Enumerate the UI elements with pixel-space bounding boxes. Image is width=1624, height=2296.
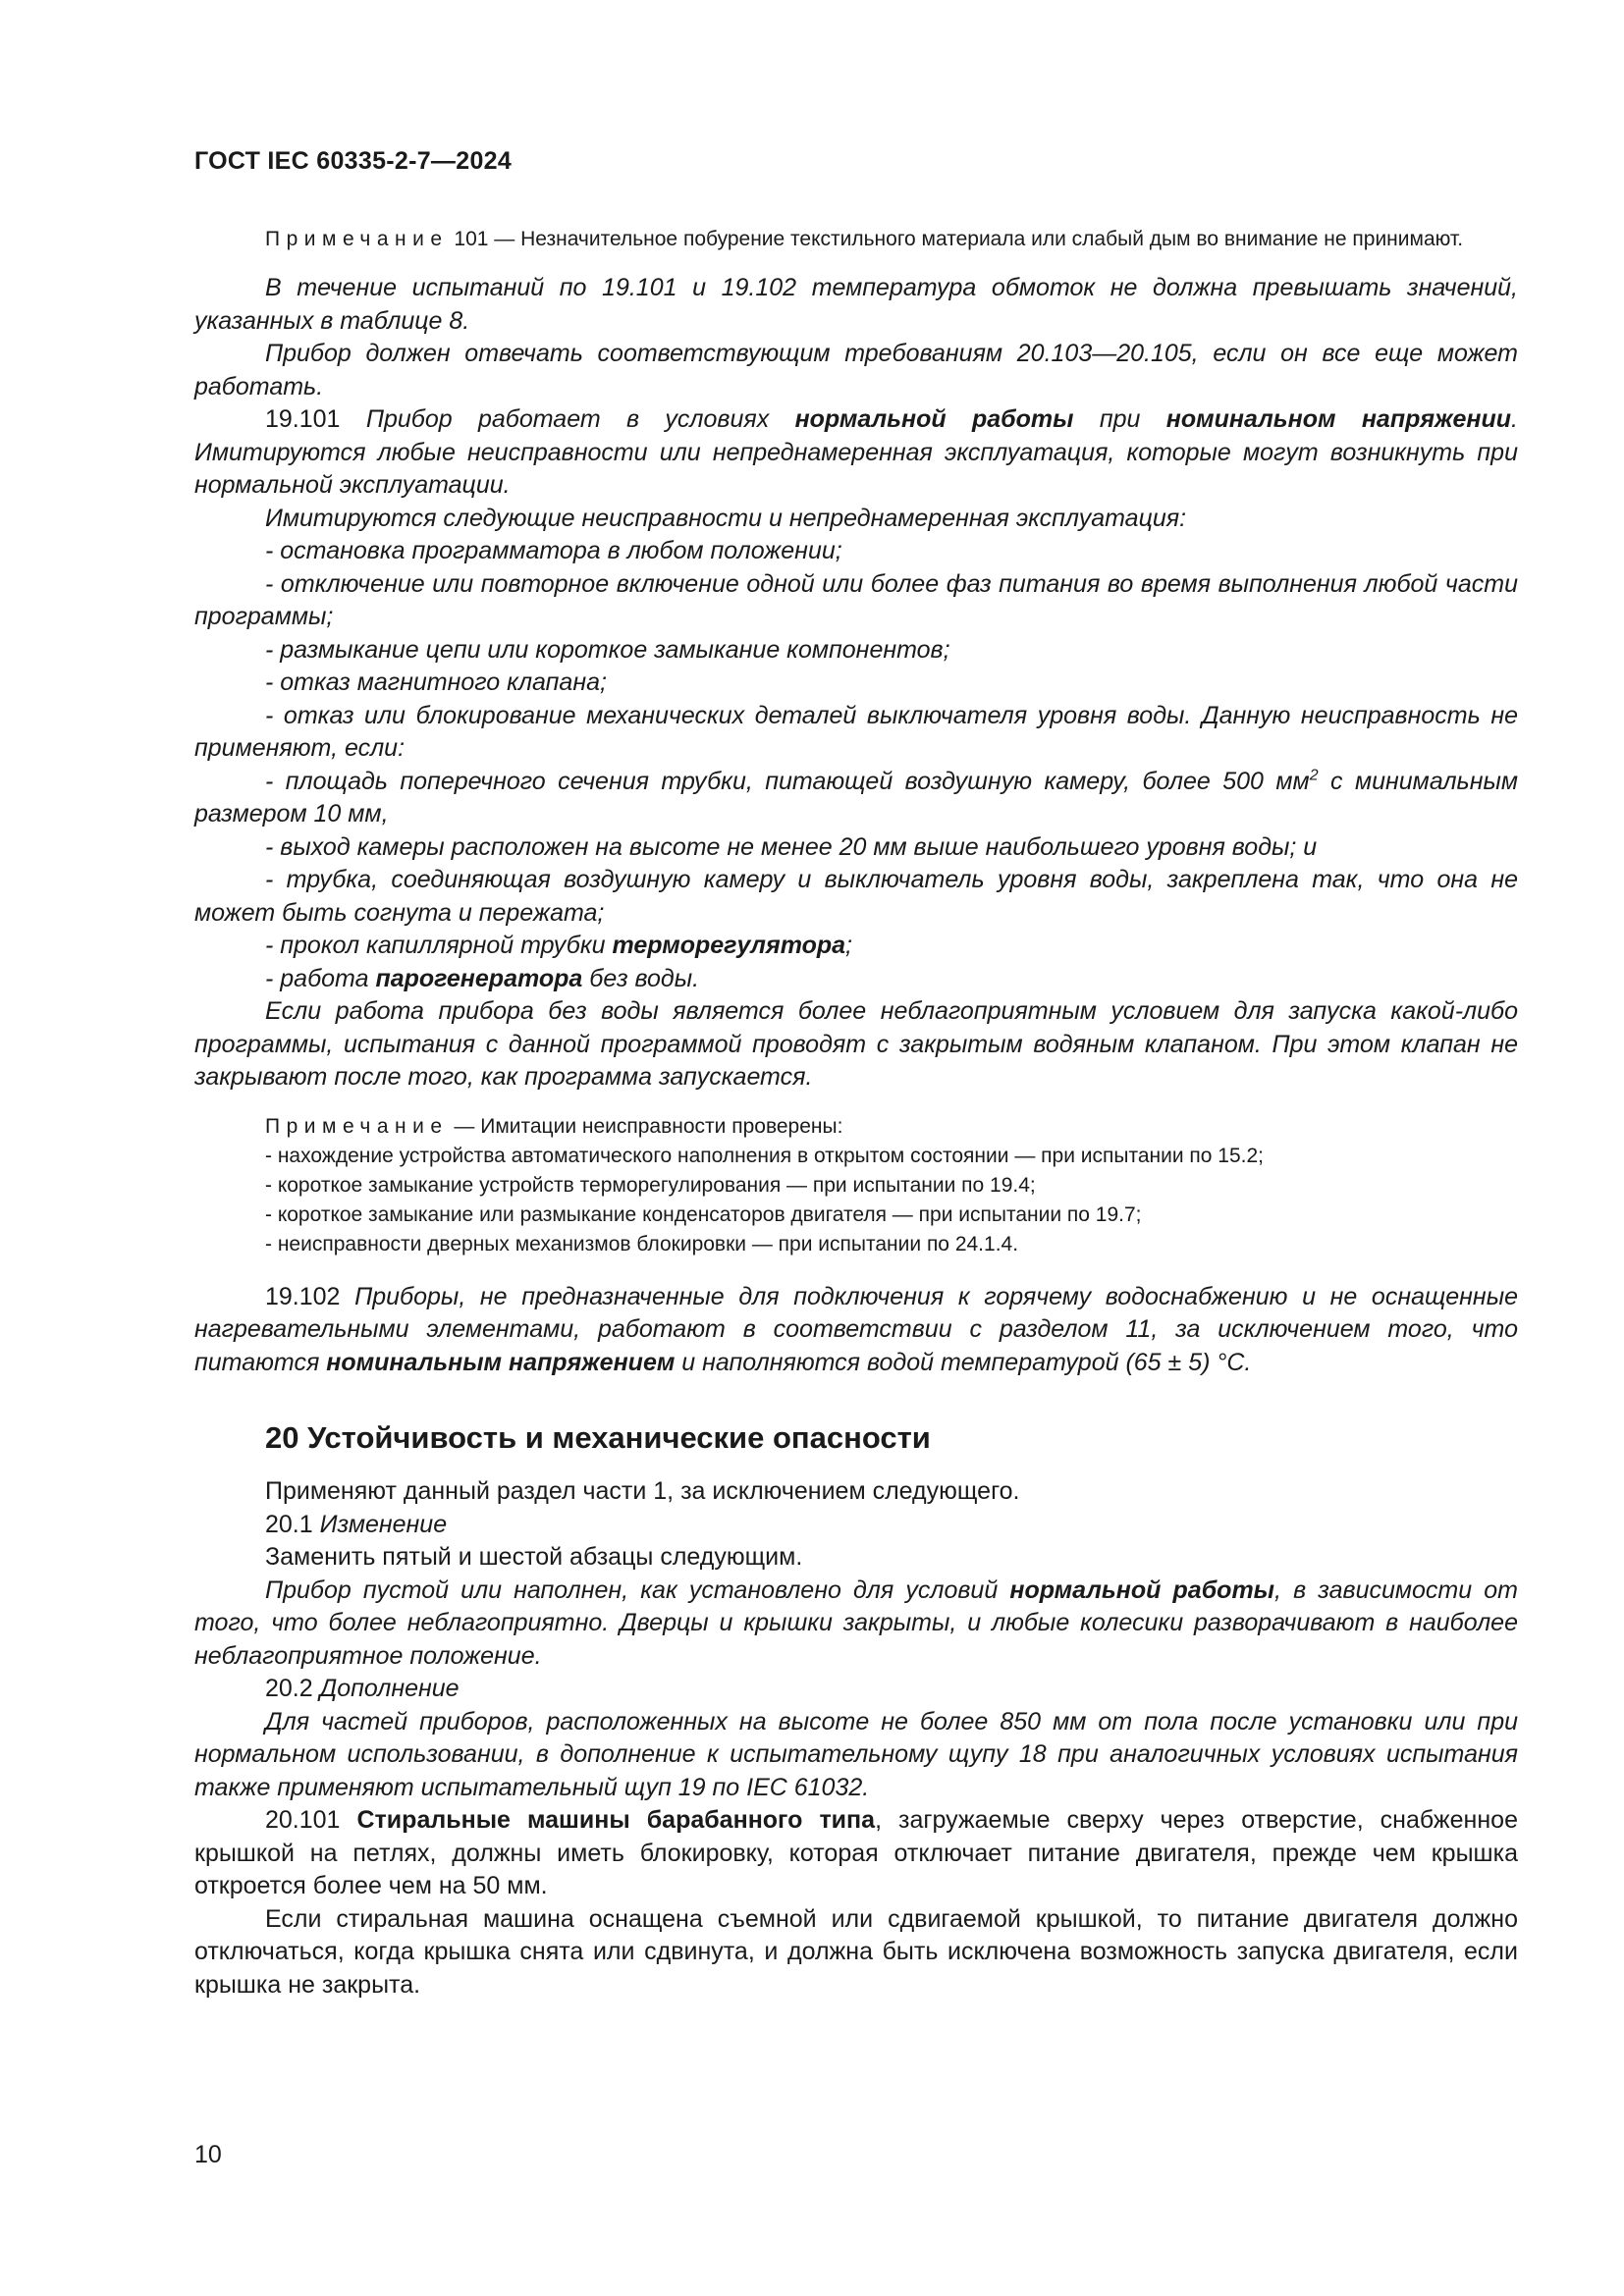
fault-item: - отключение или повторное включение одной или более фаз питания во время выполнения любой части программы; <box>194 569 1518 630</box>
term-normal-operation: нормальной работы <box>794 405 1074 433</box>
note-list-item: - короткое замыкание или размыкание конденсаторов двигателя — при испытании по 19.7; <box>265 1202 1142 1226</box>
term-rated-voltage: номинальным напряжением <box>326 1348 676 1376</box>
section-20-apply: Применяют данный раздел части 1, за исключением следующего. <box>265 1477 1020 1505</box>
paragraph-no-water: Если работа прибора без воды является более неблагоприятным условием для запуска какой-либо программы, испытания с данной программой проводят с закрытым водяным клапаном. При этом клапан не закрывают после того, как программа запускается. <box>194 997 1518 1091</box>
term-rated-voltage: номинальном напряжении <box>1165 405 1512 433</box>
term-thermostat: терморегулятора <box>612 932 846 959</box>
standard-header: ГОСТ IEC 60335-2-7—2024 <box>194 147 513 175</box>
clause-19-102-number: 19.102 <box>265 1282 355 1310</box>
paragraph-comply-requirements: Прибор должен отвечать соответствующим требованиям 20.103—20.105, если он все еще может работать. <box>194 340 1518 400</box>
note-101-text: 101 — Незначительное побурение текстильного материала или слабый дым во внимание не принимают. <box>448 228 1464 250</box>
paragraph-test-probe: Для частей приборов, расположенных на высоте не более 850 мм от пола после установки или при нормальном использовании, в дополнение к испытательному щупу 18 при аналогичных условиях испытания также применяют испытательный щуп 19 по IEC 61032. <box>194 1707 1518 1801</box>
note-list-item: - короткое замыкание устройств терморегулирования — при испытании по 19.4; <box>265 1173 1036 1197</box>
fault-item: - остановка программатора в любом положении; <box>265 537 842 564</box>
note-fault-simulations <box>194 1112 1518 1259</box>
note-list-item: - нахождение устройства автоматического наполнения в открытом состоянии — при испытании по 15.2; <box>265 1144 1265 1167</box>
clause-20-101: 20.101 Стиральные машины барабанного типа, загружаемые сверху через отверстие, снабженное крышкой на петлях, должны иметь блокировку, которая отключает питание двигателя, прежде чем крышка откроется более чем на 50 мм. <box>194 1806 1518 1899</box>
paragraph-appliance-empty: Прибор пустой или наполнен, как установлено для условий нормальной работы, в зависимости от того, что более неблагоприятно. Дверцы и крышки закрыты, и любые колесики разворачивают в наиболее неблагоприятное положение. <box>194 1575 1519 1670</box>
term-normal-operation: нормальной работы <box>1009 1575 1275 1604</box>
section-20-heading: 20 Устойчивость и механические опасности <box>265 1420 931 1455</box>
fault-condition-item: - выход камеры расположен на высоте не менее 20 мм выше наибольшего уровня воды; и <box>265 832 1318 861</box>
note-2-title: Примечание — Имитации неисправности проверены: <box>265 1114 843 1138</box>
section-20-replace: Заменить пятый и шестой абзацы следующим. <box>265 1543 803 1571</box>
clause-19-101-number: 19.101 <box>265 405 366 433</box>
clause-20-1-title: 20.1 Изменение <box>265 1510 448 1538</box>
clause-20-2-title: 20.2 Дополнение <box>265 1675 460 1702</box>
term-drum-washing-machines: Стиральные машины барабанного типа <box>356 1806 876 1834</box>
fault-condition-item: - площадь поперечного сечения трубки, питающей воздушную камеру, более 500 $мм^2$ с минимальным размером 10 мм, <box>194 767 1518 828</box>
faults-intro: Имитируются следующие неисправности и непреднамеренная эксплуатация: <box>265 504 1187 532</box>
paragraph-winding-temperature: В течение испытаний по 19.101 и 19.102 температура обмоток не должна превышать значений, указанных в таблице 8. <box>194 274 1518 335</box>
note-2-label: Примечание <box>265 1114 449 1138</box>
page-content <box>194 225 1518 2002</box>
clause-19-101: 19.101 Прибор работает в условиях нормальной работы при номинальном напряжении. Имитируются любые неисправности или непреднамеренная эксплуатация, которые могут возникнуть при нормальной эксплуатации. <box>194 405 1518 499</box>
fault-item: - размыкание цепи или короткое замыкание компонентов; <box>265 635 950 664</box>
note-101 <box>194 225 1518 254</box>
paragraph-removable-lid: Если стиральная машина оснащена съемной или сдвигаемой крышкой, то питание двигателя должно отключаться, когда крышка снята или сдвинута, и должна быть исключена возможность запуска двигателя, если крышка не закрыта. <box>194 1904 1518 1999</box>
fault-item: - прокол капиллярной трубки терморегулятора; <box>265 932 852 959</box>
fault-condition-item: - трубка, соединяющая воздушную камеру и выключатель уровня воды, закреплена так, что она не может быть согнута и пережата; <box>194 866 1518 927</box>
fault-item: - отказ магнитного клапана; <box>265 668 607 696</box>
fault-item: - работа парогенератора без воды. <box>265 964 700 992</box>
clause-19-102: 19.102 Приборы, не предназначенные для подключения к горячему водоснабжению и не оснащенные нагревательными элементами, работают в соответствии с разделом 11, за исключением того, что питаются номинальным напряжением и наполняются водой температурой (65 ± 5) °С. <box>194 1282 1518 1376</box>
term-steam-generator: парогенератора <box>375 964 583 992</box>
page-number: 10 <box>194 2141 222 2168</box>
fault-item: - отказ или блокирование механических деталей выключателя уровня воды. Данную неисправность не применяют, если: <box>194 701 1518 762</box>
note-101-label: Примечание <box>265 228 449 250</box>
note-list-item: - неисправности дверных механизмов блокировки — при испытании по 24.1.4. <box>265 1232 1019 1255</box>
